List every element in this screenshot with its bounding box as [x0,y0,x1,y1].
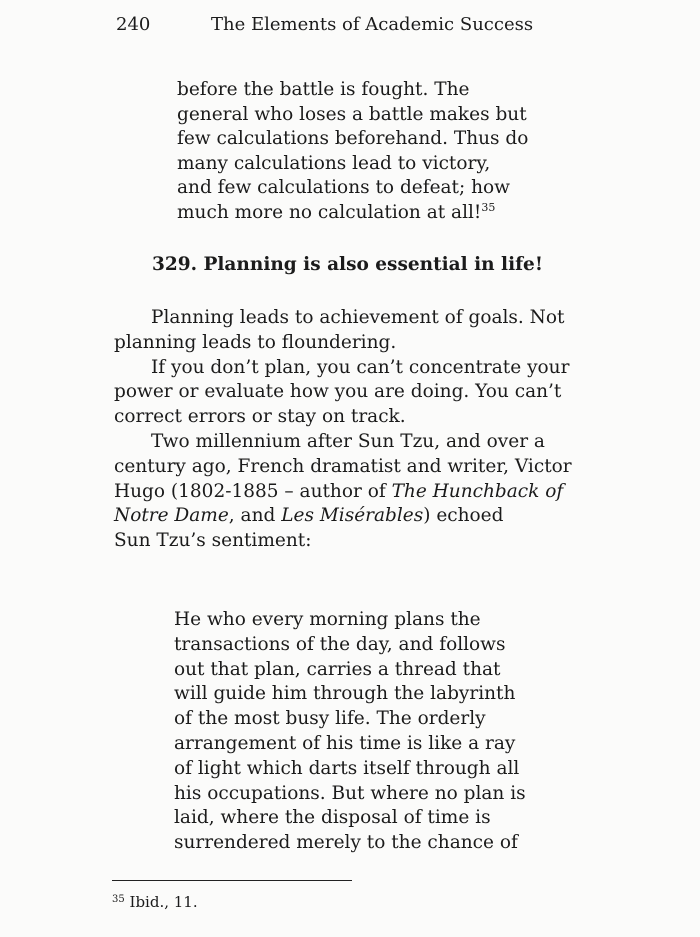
quote-line [177,201,577,226]
quote-line: transactions of the day, and follows [174,633,506,655]
quote-line: laid, where the disposal of time is [174,807,491,829]
book-title: Notre Dame [114,505,229,527]
paragraph-line: If you don’t plan, you can’t concentrate your [151,356,570,378]
book-title: Les Misérables [281,505,424,527]
quote-line: out that plan, carries a thread that [174,658,501,680]
quote-line: before the battle is fought. The [177,79,470,100]
quote-line: many calculations lead to victory, [177,152,491,174]
quote-line: his occupations. But where no plan is [174,782,526,804]
quote-line: surrendered merely to the chance of [174,832,518,854]
text: ) echoed [423,505,504,527]
footnote-number: 35 [112,894,125,905]
quote-line: general who loses a battle makes but [177,103,527,125]
block-quote-sun-tzu [177,78,577,226]
footnote-text: Ibid., 11. [129,893,198,911]
quote-line: few calculations beforehand. Thus do [177,128,529,150]
footnote [112,893,198,911]
paragraph-line: century ago, French dramatist and writer, Victor [114,455,572,477]
paragraph-line: correct errors or stay on track. [114,406,406,428]
paragraph-line [114,480,594,505]
paragraph-line: planning leads to floundering. [114,331,397,353]
paragraph-line [114,504,594,529]
section-heading: 329. Planning is also essential in life! [152,254,543,275]
footnote-reference[interactable]: 35 [481,200,496,214]
quote-line: and few calculations to defeat; how [177,177,510,199]
page-number: 240 [116,14,151,35]
paragraph-line: Two millennium after Sun Tzu, and over a [151,430,545,452]
block-quote-victor-hugo [174,608,574,856]
text: Hugo (1802-1885 – author of [114,480,392,502]
quote-line: of the most busy life. The orderly [174,708,486,730]
text: , and [228,505,282,527]
quote-line: will guide him through the labyrinth [174,683,516,705]
paragraph-line: power or evaluate how you are doing. You can’t [114,381,562,403]
running-head: The Elements of Academic Success [211,14,534,35]
quote-line: He who every morning plans the [174,609,481,630]
quote-line: of light which darts itself through all [174,757,520,779]
body-text [114,306,594,554]
quote-line-text: much more no calculation at all! [177,201,482,223]
paragraph-line: Planning leads to achievement of goals. Not [151,307,565,328]
paragraph-line: Sun Tzu’s sentiment: [114,530,312,552]
book-title: The Hunchback of [391,480,564,502]
quote-line: arrangement of his time is like a ray [174,732,516,754]
footnote-divider [112,880,352,881]
